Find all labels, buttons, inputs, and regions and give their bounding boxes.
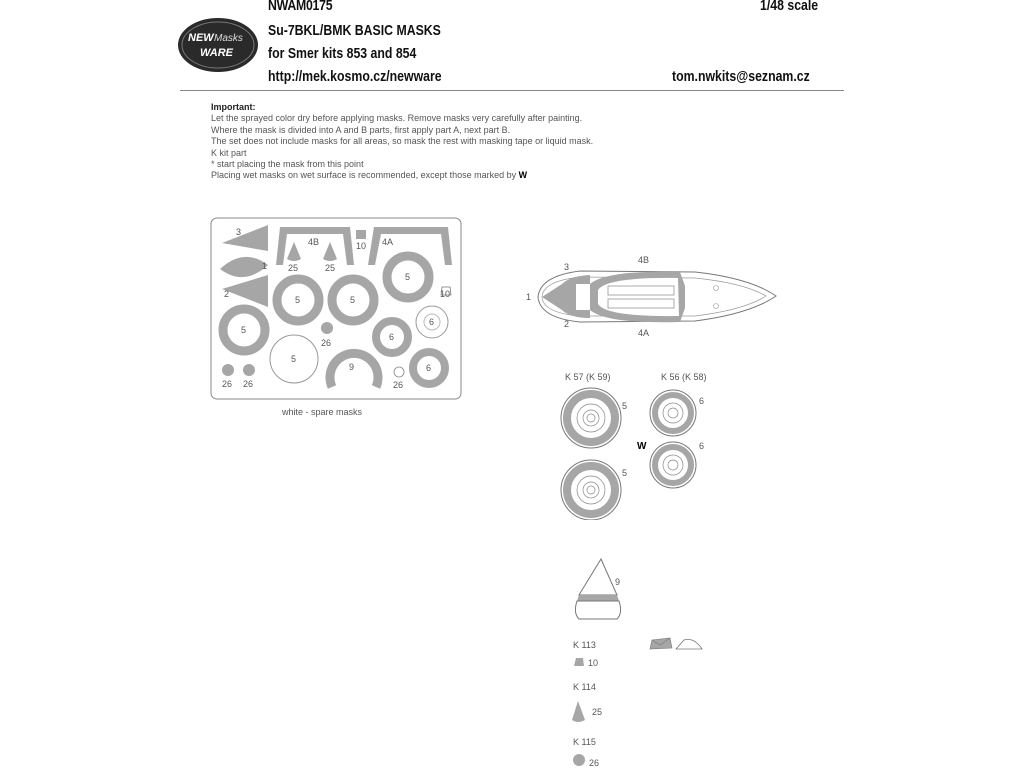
sheet-label: 5	[241, 325, 247, 335]
newware-logo	[176, 16, 260, 74]
sheet-label: 25	[288, 263, 299, 273]
mask-26	[222, 364, 234, 376]
note-line: Where the mask is divided into A and B parts, first apply part A, next part B.	[211, 124, 511, 135]
note-line: Let the sprayed color dry before applying masks. Remove masks very carefully after painting.	[211, 113, 583, 124]
sheet-label: 1	[262, 261, 268, 271]
part-k115-shape	[570, 752, 610, 768]
product-code: NWAM0175	[268, 0, 333, 14]
sheet-label: 4A	[382, 237, 394, 247]
note-line: * start placing the mask from this point	[211, 159, 364, 170]
part-label-k113: K 113	[573, 640, 596, 650]
header-divider	[180, 90, 844, 91]
canopy-label: 2	[564, 319, 570, 329]
sheet-label: 9	[349, 362, 355, 372]
wheel-label: 6	[699, 396, 705, 406]
sheet-label: 3	[236, 227, 242, 237]
product-subtitle: for Smer kits 853 and 854	[268, 45, 417, 62]
scale-label: 1/48 scale	[760, 0, 819, 14]
logo-text-ware: WARE	[200, 47, 233, 59]
main-wheel	[561, 388, 621, 448]
mask-sheet	[210, 217, 462, 401]
sheet-label: 6	[429, 317, 435, 327]
canopy-label: 3	[564, 262, 570, 272]
cone-label: 9	[615, 577, 621, 587]
part-label: 25	[592, 707, 603, 717]
website-url: http://mek.kosmo.cz/newware	[268, 68, 442, 85]
part-label: 10	[588, 658, 599, 668]
sheet-label: 10	[440, 289, 451, 299]
w-mark: W	[637, 441, 647, 452]
wheel-diagram	[555, 385, 715, 520]
note-line: Placing wet masks on wet surface is recommended, except those marked by W	[211, 170, 528, 181]
canopy-label: 1	[526, 292, 532, 302]
canopy-label: 4B	[638, 255, 650, 265]
mask-26	[321, 322, 333, 334]
spare-masks-caption: white - spare masks	[282, 407, 363, 417]
sheet-label: 6	[389, 332, 395, 342]
w-mark: W	[518, 170, 528, 181]
wheel-label: 5	[622, 468, 628, 478]
sheet-label: 26	[321, 338, 332, 348]
nose-wheel	[650, 442, 696, 488]
sheet-label: 26	[222, 379, 233, 389]
sheet-label: 5	[350, 295, 356, 305]
part-label: 26	[589, 758, 600, 768]
sheet-label: 2	[224, 289, 230, 299]
part-label-k114: K 114	[573, 682, 596, 692]
sheet-label: 10	[356, 241, 367, 251]
wheel-part-label-k57: K 57 (K 59)	[565, 372, 611, 382]
part-k114-shape	[568, 698, 608, 724]
note-line: K kit part	[211, 147, 247, 158]
part-label-k115: K 115	[573, 737, 596, 747]
nose-wheel	[650, 390, 696, 436]
sheet-label: 26	[393, 380, 404, 390]
mask-10	[356, 230, 366, 239]
nose-cone-diagram	[565, 555, 635, 625]
wheel-label: 6	[699, 441, 705, 451]
sheet-label: 26	[243, 379, 254, 389]
sheet-label: 4B	[308, 237, 320, 247]
logo-text-masks: Masks	[214, 33, 243, 44]
wheel-label: 5	[622, 401, 628, 411]
sheet-label: 5	[295, 295, 301, 305]
sheet-label: 6	[426, 363, 432, 373]
main-wheel	[561, 460, 621, 520]
product-title: Su-7BKL/BMK BASIC MASKS	[268, 22, 441, 39]
important-notes	[211, 102, 593, 182]
wheel-part-label-k56: K 56 (K 58)	[661, 372, 707, 382]
canopy-label: 4A	[638, 328, 650, 338]
contact-email: tom.nwkits@seznam.cz	[672, 68, 810, 85]
mask-26	[243, 364, 255, 376]
sheet-label: 25	[325, 263, 336, 273]
canopy-diagram	[520, 250, 780, 340]
note-line: The set does not include masks for all areas, so mask the rest with masking tape or liquid mask.	[211, 136, 594, 147]
logo-text-new: NEW	[188, 32, 214, 44]
mask-26-spare	[394, 367, 404, 377]
sheet-label: 5	[291, 354, 297, 364]
part-k113-shape	[570, 655, 610, 669]
notes-title: Important:	[211, 102, 256, 112]
windshield-parts	[648, 636, 708, 652]
sheet-label: 5	[405, 272, 411, 282]
cone-mask-9	[577, 595, 619, 601]
